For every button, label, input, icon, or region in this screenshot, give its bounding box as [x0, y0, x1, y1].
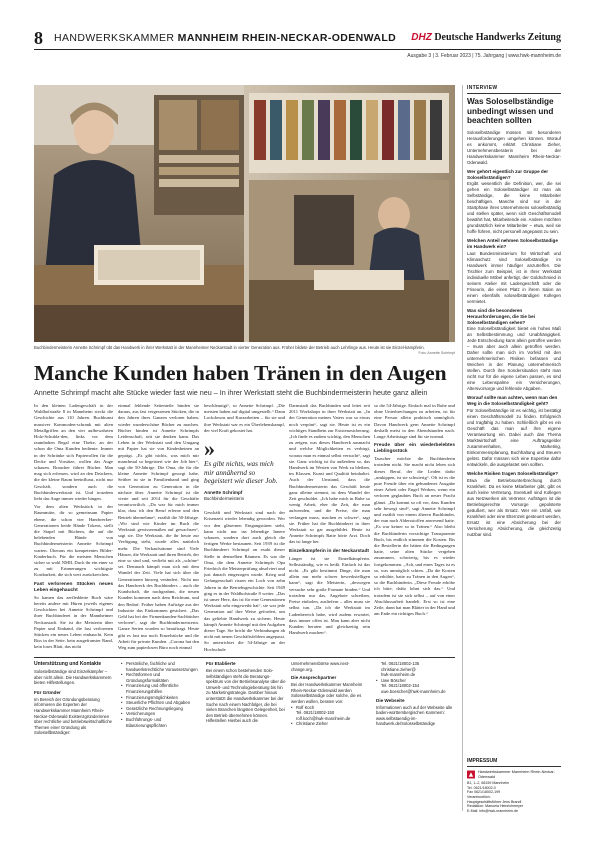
workshop-photo-image	[34, 85, 455, 342]
contacts-title: Die Ansprechpartner	[291, 675, 337, 681]
impressum-line: Verantwortlich:	[467, 794, 491, 799]
article-column-3	[204, 403, 285, 651]
sidebar-label: INTERVIEW	[467, 85, 561, 94]
list-item: • Buchführungs- und Bilanzierungspflichten	[121, 717, 201, 728]
article-column-2	[118, 403, 199, 651]
impressum-line: Hauptgeschäftsführer Jens Brandl	[467, 799, 522, 804]
contact-line[interactable]: hwk-mannheim.de	[381, 672, 416, 678]
interview-answer: Laut Bundesministerium für Wirtschaft und Klimaschutz sind Soloselbständige im Handwerk immer häufiger anzutreffen. Die Tischler zum Beispiel, ist in Ihrer Werkstatt individuelle Möbel anfertigt, der Goldschmied in seinem Atelier mit Ladengeschäft oder die Friseurin, die einen Platz in ihrem Salon an einen ebenfalls soloselbständigen Kollegen vermietet.	[467, 250, 561, 304]
interview-question: Worauf sollte man achten, wenn man den Weg in die Soloselbständigkeit geht?	[467, 395, 558, 407]
contacts-list	[291, 705, 371, 711]
contact-line: Tel. 0621/18002-154	[381, 683, 420, 689]
info-box-col-1	[34, 661, 114, 811]
paragraph: Tauscher möchte die Buchbinderin trotzdem nicht. Sie macht nicht leben sich dieses Beruf, der die Leiden dafür „umkippen, ist sie schwierig“. Oft ist es die pure Freude über ein gebundenes Ausgabe einer Arbeit oder Engel Werken, wenn ein verloren geglaubtes Buch an neuer Pracht glänzt. „Da kommt so oft vor, dass Kunden sehr bewegt sind“, sagt Annette Schrimpf und erzählt von einem älteren Buchbinder, der nun nach Aldersstoffen anwesend hatte. „Es war keiner so in Tränen.“ Also bleibt die Buchbinderin vorsichtige Transparente Buch, bis endlich stimmen die Kosten. Bis die Bestellerin die hätten die Bedingungen hatte, seine alten Stücke vergeben zusammen, schwierig, bis es wieder fortgekommen. „Ach, und eines Tages ist es so, was unmöglich schien. „Da die Kosten so erhöhte, hatte zu Tränen in den Augen“, so die Buchbinderin. „Diese Freude erhöhe ich bitte, dafür lohnt sich das.“ Und trotzdem ist sie sich selbst – auf von einer Abschlussarbeit handelt. Erst so ist eine Zeile, dann hat man Blätter in der Hand und am Ende ein richtiges Buch.“	[374, 456, 455, 617]
subhead: Einzelkämpferin in der Neckarstadt	[289, 548, 369, 554]
header-rule	[34, 49, 561, 50]
exchange-text: Unternehmensbörse www.next-change.org.	[291, 661, 350, 672]
issue-line: Ausgabe 3 | 3. Februar 2023 | 75. Jahrgang | www.hwk-mannheim.de	[407, 53, 561, 59]
quote-author: Annette Schrimpf	[204, 489, 243, 495]
impressum	[467, 758, 561, 813]
article-dek: Annette Schrimpf macht alte Stücke wieder fast wie neu – In ihrer Werkstatt steht die Buchbindermeisterin heute ganz allein	[34, 388, 428, 397]
contact-name: • Christiane Zieher	[291, 721, 371, 727]
header-region: MANNHEIM RHEIN-NECKAR-ODENWALD	[177, 32, 397, 44]
interview-answer: Eine Soloselbständigkeit bietet ein hohes Maß an Selbstbestimmung und Unabhängigkeit. Jede Entscheidung kann allein getroffen werden – muss aber auch allein getroffen werden. Daher sollte man sich im Vorfeld mit den unternehmerischen Risiken befassen und Weichen in der Planung unternehmerisch stellen. Durch ihre Sondersituation steht man nicht nur für die eigene Leben passen, es sind eine Lebenspalme ein Versicherungen, Altersvorsorge und fehlende Abgaben.	[467, 326, 561, 392]
interview-answer: Für Soloselbständige ist es wichtig, ist bestätigt einen Geschäftsmodell zu finden. Erfolgreich und tragfähig zu haben. Schließlich gibt es ein Geschäft das man auf ihre eigene Verantwortung ein. Dabei auch das Thema Marktwirtschaft eine Auftragsgelder zusammenhalten, Marketing, Einkommensplanung, Buchhaltung und Steuern gelöst. Dafür müssen sich eine Expertise dafür entwickeln, die ausgelastet sein sollten.	[467, 407, 561, 467]
contact-email[interactable]: rolf.koch@hwk-mannheim.de	[296, 715, 351, 721]
sidebar-intro: Soloselbständige müssen mit besonderen Herausforderungen umgehen können. Worauf es ankommt, erklärt Christiane Zieher, Unternehmensberaterin bei der Handwerkskammer Mannheim Rhein-Neckar-Odenwald.	[467, 129, 561, 165]
brand-abbr: DHZ	[411, 32, 432, 43]
info-box-rule	[34, 657, 455, 658]
header-section-label: HANDWERKSKAMMER	[54, 32, 175, 44]
info-box-title: Unterstützung und Kontakte	[34, 661, 102, 667]
sidebar-rule	[462, 85, 463, 811]
impressum-line[interactable]: E-Mail: info@hwk-mannheim.de	[467, 808, 518, 813]
quote-mark-icon: »	[204, 436, 215, 462]
paragraph: In den kleinen Ladengeschäft in der Waldhofstraße 8 in Mannheim steckt die Geschichte aus 110 Jahren. Buchkunst massiver Kommoden-schrank mit alten Metallgriffen an den vier aufbewahrten Holz-Schubla-den, links vor dem raumhohen Regal eine Theke, an der schon die Oma Kunden bediente. Immer in der Schränke sich Papierrollen für die Decke und Vorsätze, wollen das Auge schauen. Braucher führer Bücher. Man mag sich erfreuen, wird an den Drückern, die der kleine Raum beeinflusst, nicht nur Geschäft, sondern auch die Buchbinderwerkstatt ist. Und trotzdem liebt das Auge immer wieder hingen.	[34, 403, 113, 502]
website-text[interactable]: Informationen auch auf der Webseite alle baden-württembergischen Kammern: www.selbstaendig-im-handwerk.de/Solosselbständige	[376, 704, 453, 727]
article-column-4	[289, 403, 370, 651]
info-box-intro: Solostelbständige sind Einzelkämpfer – aber nicht allein. Die Handwerkskammern bieten Hilfestellungen.	[34, 669, 112, 686]
founders-title: Für Gründer	[34, 689, 61, 695]
contacts-text: Bei der Handwerkskammer Mannheim Rhein-Neckar-Odenwald werden Solosselbständige oder solche, die es werden wollen, beraten von:	[291, 682, 363, 704]
article-photo	[34, 85, 455, 342]
interview-question: Welchen Anteil nehmen Soloselbständige im Handwerk ein?	[467, 238, 558, 250]
photo-caption	[34, 345, 455, 350]
paragraph: Länger ist sie Einzelkämpferin. Selbstständig, wie es heißt. Einfach ist das nicht. „Es gibt bestimmt Dinge, die man allein nur mehr schwer bewerkstelligen kann“, sagt die Meisterin, „deswegen versuche sehr große Formate binden.“ Und trotzdem nur das. Angebote schreiben, Preise einholen, ausliefern – alles muss sie selbst tun. „Da ich die Werkstatt im Ladenbereich habe, wird zudem erwartet, dass immer offen ist. Man kann aber nicht Kunden beraten und gleichzeitig sein Handwerk machen“.	[289, 555, 370, 636]
info-box-col-3	[206, 661, 286, 811]
list-item: • Gesetzliche Rechnungslegung	[121, 706, 201, 712]
quote-text: Es gibt nichts, was mich mir annähernd so begeistert wie dieser Job.	[204, 460, 278, 486]
interview-question: Was sind die besonderen Herausforderungen, die Sie bei Soloselbständigen sehen?	[467, 307, 535, 325]
interview-question: Wer gehört eigentlich zur Gruppe der Soloselbständigen?	[467, 168, 549, 180]
interview-sidebar	[467, 85, 561, 755]
contact-line: Tel. 0621/18002-135	[381, 661, 420, 666]
interview-answer: Etwa die Betriebsunterbrechung durch Krankheit. Da es keine Mitarbeiter gibt, gibt es auch keine Vertretung. Eventuell sind Kollegen aus Netzwerken als Vertreter. Aufträgen ist die Betriebsgerechte Vorsorge gepolsterte geäußert, wer als Ersatz. Wer ein Unfall, wie Krankheit oder eine Elternzeit gesteuert werden, Ersatz ist eine Absicherung bei der Versicherung Absicherung, die gleichzeitig nutzbar sind.	[467, 477, 561, 537]
quote-role: Buchbindermeisterin	[204, 496, 245, 501]
paragraph: beschleunigt“, so Annette Schrimpf. „Die meisten haben auf digital umgestellt.“ Dann Lockdowns und Kurzarbeiten – für sie und ihre Werkstatt war es ein Überlebenskampf, der viel Kraft gekostet hat.	[204, 403, 285, 433]
header-section	[54, 32, 396, 44]
hwk-logo-icon	[467, 770, 475, 779]
paragraph: so die 54-Jährige. Einfach mal in Ruhe und ohne Unterbrechungen zu arbeiten, ist für eine Person allein praktisch unmöglich. Davon Handwerk gern Annette Schrimpf deshalb meist in den Abendstunden nach. Lange Arbeitstage sind für sie normal.	[374, 403, 455, 440]
contacts-list	[291, 721, 371, 727]
info-box-col-2	[121, 661, 201, 811]
paragraph: einmal fehlende Seitenteile binden sie daraus, aus fast vergessenen Stücken, die in den Jahren ihres Ganzen verloren haben, wieder wunderschöne Bücher zu machen. Bücher binden ist Annette Schrimpfs Leidenschaft, seit sie denken kann. Das Leben in der Werkstatt und den Umgang mit Papier hat sie von Kindesbeinen an geprägt. „Es gibt nichts, was mich mir manchmal so begeistert wie der Job hier“, sagt die 50-Jährige. Die Oma, die für die kleine Annette Schrimpf gesorgt habe, Seither ist sie in Familienhand und ging von Generation zu Generation in die nächste über. Annette Schrimpf ist die vierte und seit 2014 für die Geschäfte verantwortlich. „Da war für mich immer klar, dass ich den Beruf erlerne und den Betrieb übernehme“, erzählt die 50-Jährige. „Wir sind wie Kinder im Buch die Werkstatt gewissermaßen auf gewachsen“, sagt sie. Die Werkstatt, die ihr heute zur Verfügung steht, wurde alles natürlich mehr. Die Verkaufsräume sind Viele Häuser, die Werkstatt und ihren Betrieb, der eine so sind und, verliebt mit als „schöne“ sei. Demnach kämpft man sich mit dem Wandel der Zeit. Viele hat sich über die Generationen hinweg verändert. Nicht nur das Handwerk des Buchbinders – auch die Kundschaft, die nachgeahmt, die neuen Kunden kommen nach dem Reichtum, und den Bedarf. Früher haben Aufträge aus der Industrie das Einkommen gesichert. „Das Geld hat bei der Firmenkunden-Sachbücher verloren“, sagt die Buchbindermeisterin. Ganze Serien wurden so beauftragt. Heute gibt es fast nur noch Einzelstücke und die Arbeit für private Kunden. „Corona hat den Weg zum papierlosen Büro noch einmal	[118, 403, 199, 650]
page-number: 8	[34, 28, 43, 48]
contact-name: • Uwe Böscher	[376, 678, 455, 684]
photo-caption-text: Buchbindermeisterin Annette Schrimpf übt das Handwerk in ihrer Werkstatt in der Mannheimer Neckarstadt in vierter Generation aus. Früher bildete der Betrieb auch Lehrlinge aus. Heute ist sie Einzel-kämpferin.	[34, 345, 425, 350]
interview-question: Welche Risiken tragen Soloselbständige?	[467, 470, 559, 476]
impressum-line: Fax 0621/18002-199	[467, 790, 501, 795]
established-title: Für Etablierte	[206, 661, 236, 666]
info-box-col-5	[376, 661, 455, 811]
contact-line[interactable]: uwe.boescher@hwk-mannheim.de	[381, 688, 446, 694]
paragraph: Vor dem alten Werkstück in der Raummitte, dir so gemeinsam Papier ebene, die schon vier Handwerker-Generationen beide Hände Tokens, stellt die Stapel mit Büchern, die auf die belebenden Hände von Buchbindermeisterin Annette Schrimpf warten. Überaus ein kompetentes Bilder-Kinderbuch. Für die meisten Menschen sicher so wohl NMIL Duch ihr ein einer so zu mit Erinnerungen wichtigste Kostbarkeit, die sich wert zurückreichen.	[34, 504, 113, 578]
contact-phone: Tel. 0621/18002-150	[296, 710, 335, 716]
paragraph: Darmstadt das Buchbinden und leitet seit 2011 Workshops in ihrer Werkstatt an. „In der Generation meines Vaters war so etwas noch verpönt“, sagt sie. Heute ist es ein wichtiges Standbein zur Existenzsicherung. „Ich finde es zudem wichtig, den Menschen zu zeigen, was dieses Handwerk ausmacht und welche Möglichkeiten es verbirgt, woraus man es einmal selbst versucht“, sagt sie. Ganz wichtig ist ihr außerdem so, das Handwerk im Westen von Werk zu bleiben, im Klassen, Kunst und Qualität beinhaltet. Auch der Umstand, dass die Buchbindermeisterin das Geschäft heute ganz alleine stemmt, ist dem Wandel der Zeit geschuldet. „Ich habe mich in Ruhe so wenig Arbeit, eher die Zeit, die man aufwenden, und die Preise, die man verlangen muss, machen es schwer“, sagt sie. Früher hat die Buchbinderei in ihrer Werkstatt so gar ausgebildet. Heute ist Annette Schrimpfs Ratte hörte Arzt. Doch das ist lange her.	[289, 403, 370, 545]
page-header	[34, 29, 561, 63]
paragraph: Geschäft und Werkstatt sind nach der Krisenzeit wieder lebendig geworden. Wer vor den gläsernen Eingangstüren steht, kann nicht nur ins lebendige Innere schauen, sondern dort auch gleich die fertigen Werke bestaunen. Seit 1939 ist die Buchbinderei Schrimpf an exakt dieser Stelle in demselben Räumen. Es war die Oma, die dem Annette Schrimpfs Opa Friedrich die Meisterprüfung absolviert und just danach eingezogen wurde. Krieg und Gefangenschaft rissen ein Loch von zehn Jahren in die Betriebsgeschichte. Seit 1949 ging es in der Waldhofstraße 8 weiter. „Das ist unser Herz, das ist für eine Generationen Werkstatt sehr eingeweiht hat“, sie war jede Generation auf ihre Weise gefordert, um das geliebte Handwerk zu sichern. Heute kämpft Annette Schrimpf mit den Aufgaben dieser Tage. Sie bricht die Verbindungen ab nicht mit neuen Geschäftsfeldern angepasst. So unterrichtet die 54-Jährige an der Hochschule	[204, 510, 285, 651]
website-title: Die Webseite	[376, 697, 405, 703]
info-box-col-4	[291, 661, 371, 811]
paragraph: So kamen das zerfledderte Buch wäre bereits andere mit Hüren jeweils eigenes Geschichten bei Annette Schrimpf und ihrer Buchbinderei in der Mannheimer Neckarstadt. Sie ist die Meisterin über Papier und Einband, die fast verlorenen Stücken ein neues Leben einhaucht. Kein Riss in der Seite, kein ausgefranster Rand, kein loses Blatt, das nicht	[34, 594, 113, 650]
impressum-line: B1, 1–2, 68159 Mannheim	[467, 781, 510, 786]
list-item: • Finanzierungsmöglichkeiten	[121, 695, 201, 701]
list-item: • Steuerliche Pflichten und Abgaben	[121, 700, 201, 706]
brand-name: Deutsche Handwerks Zeitung	[434, 32, 561, 43]
interview-answer: Ergibt wesentlich die Definition, wer, die sei gehen ein Soloselbständiger ist man als Selbständige, die keine Mitarbeiter beschäftigen. Manche sind nur in der Startphase ihres Unternehmens soloselbständig und stellen später, wenn sich Geschäftsmodell bewährt hat, Mitarbeitende ein. Andere möchten grundsätzlich keine Mitarbeiter – etwa, weil sie hoffe führen, nicht personell angepasst zu sein.	[467, 181, 561, 235]
contacts-list	[376, 678, 455, 684]
article-column-1	[34, 403, 113, 651]
founders-topics-list	[121, 661, 201, 728]
founders-text: Im Bereich der Gründungsberatung informieren die Experten der Handwerkskammer Mannheim Rhein-Neckar-Odenwald Existenzgründerinnen über rechtliche und betriebswirtschaftliche Themen einer Gründung als Solostellbständiger:	[34, 696, 112, 736]
list-item: • Versicherungen	[121, 711, 201, 717]
impressum-org	[467, 770, 561, 779]
impressum-title: IMPRESSUM	[467, 758, 561, 767]
article-column-5	[374, 403, 455, 651]
article-headline: Manche Kunden haben Tränen in den Augen	[34, 361, 447, 385]
pull-quote	[204, 436, 285, 502]
sidebar-title: Was Soloselbständige unbedingt wissen und beachten sollten	[467, 97, 554, 126]
contact-line[interactable]: christiane.zieher@	[381, 666, 416, 672]
info-box	[34, 661, 455, 811]
established-text: Bei einem schon bestehenden Solo-selbständigen steht die Beratungs-spektrum von der Betriebsanalyse über die Umwelt- und Technologieberatung bis hin zu Marketingstrategie. Darüber hinaus unterstützt die Handwerkskammer bei der Suche nach einem Nachfolger, die bei vielen Branchen längsten Gelegenheit, bei den Betrieb übernehmen können. Hilfestellen Hierbei auch die	[206, 668, 286, 724]
brand-logo	[411, 32, 561, 43]
impressum-line: Redaktion: Manuela Heinrichmeyer	[467, 804, 524, 809]
subhead: Freude über ein wiederbelebtes Lieblingsstück	[374, 443, 455, 455]
list-item: • Persönliche, fachliche und handwerksrechtliche Voraussetzungen	[121, 661, 201, 672]
photo-credit: Foto: Annette Schrimpf	[418, 351, 455, 355]
contact-name: • Rolf Koch	[291, 705, 371, 711]
impressum-line: Tel. 0621/18002-0	[467, 785, 496, 790]
list-item: • Finanzierung und öffentliche Finanzierungshilfen	[121, 683, 201, 694]
subhead: Fast verlorenen Stücken neues Leben eingehaucht	[34, 581, 113, 593]
impressum-org-name: Handwerkskammer Mannheim Rhein-Neckar-Odenwald	[477, 770, 555, 779]
list-item: • Rechtsformen und Gründungsformalitäten	[121, 672, 201, 683]
